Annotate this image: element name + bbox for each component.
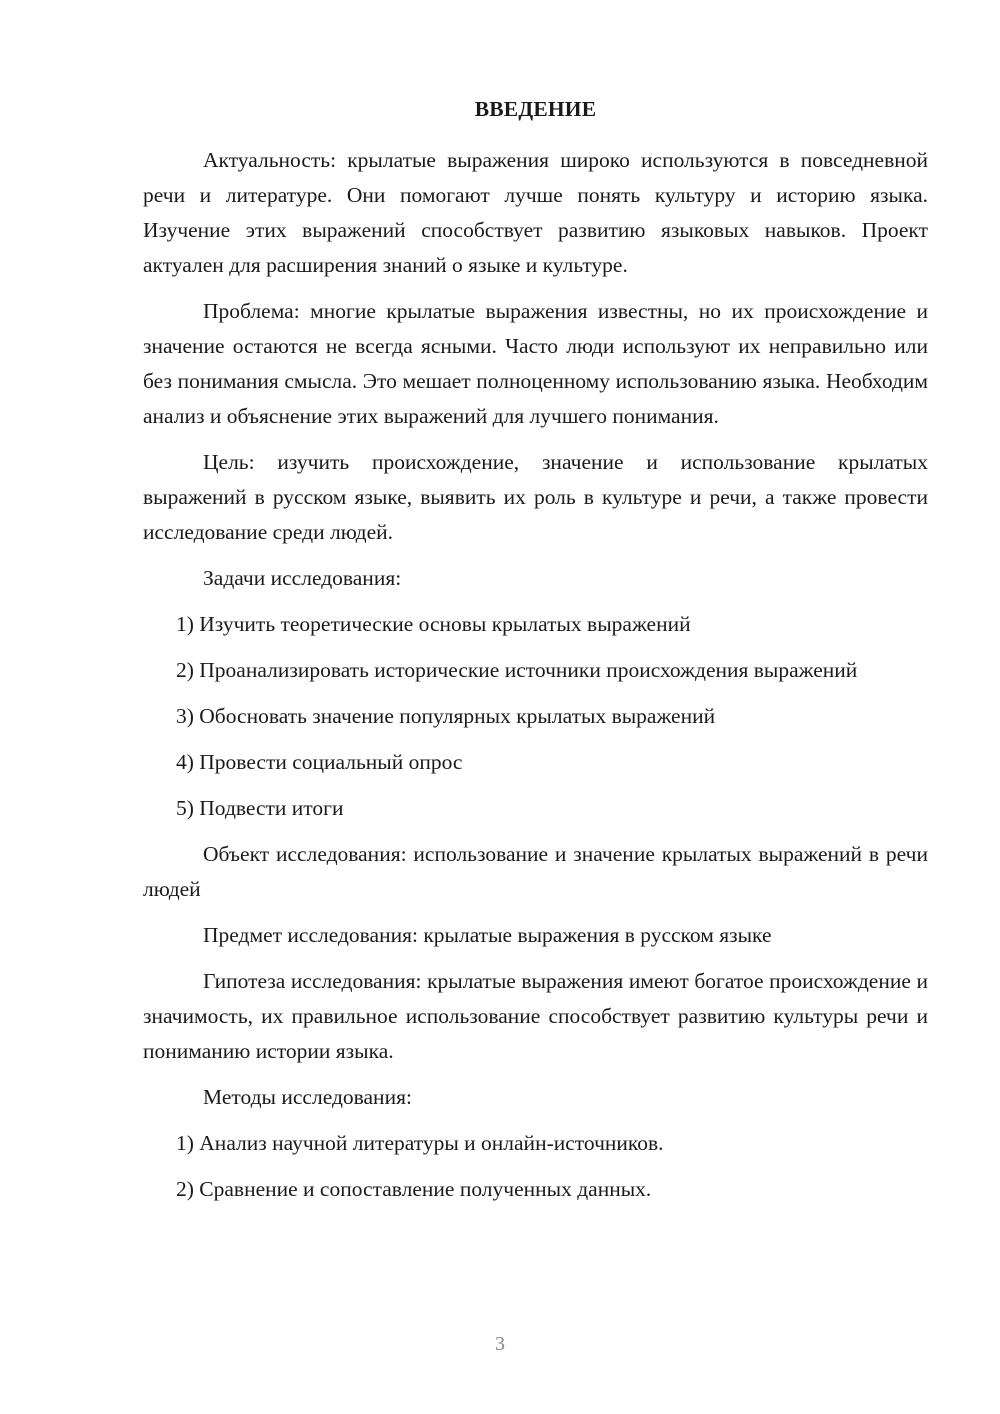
task-item: 1) Изучить теоретические основы крылатых выражений xyxy=(176,612,691,636)
methods-heading: Методы исследования: xyxy=(203,1085,412,1109)
task-item: 3) Обосновать значение популярных крылатых выражений xyxy=(176,704,716,728)
page-number: 3 xyxy=(495,1333,505,1355)
document-page xyxy=(143,92,928,1218)
section-title: ВВЕДЕНИЕ xyxy=(474,97,597,121)
task-item: 2) Проанализировать исторические источники происхождения выражений xyxy=(176,658,858,682)
method-item: 1) Анализ научной литературы и онлайн-источников. xyxy=(176,1131,664,1155)
method-item: 2) Сравнение и сопоставление полученных данных. xyxy=(176,1177,652,1201)
task-item: 4) Провести социальный опрос xyxy=(176,750,463,774)
tasks-heading: Задачи исследования: xyxy=(203,566,402,590)
object-paragraph: Объект исследования: использование и значение крылатых выражений в речи людей xyxy=(143,842,928,901)
task-item: 5) Подвести итоги xyxy=(176,796,344,820)
goal-paragraph: Цель: изучить происхождение, значение и использование крылатых выражений в русском языке, выявить их роль в культуре и речи, а также провести исследование среди людей. xyxy=(143,450,928,544)
actuality-paragraph: Актуальность: крылатые выражения широко используются в повседневной речи и литературе. Они помогают лучше понять культуру и историю языка. Изучение этих выражений способствует развитию языковых навыков. Проект актуален для расширения знаний о языке и культуре. xyxy=(143,148,928,277)
subject-paragraph: Предмет исследования: крылатые выражения в русском языке xyxy=(203,923,772,947)
hypothesis-paragraph: Гипотеза исследования: крылатые выражения имеют богатое происхождение и значимость, их правильное использование способствует развитию культуры речи и пониманию истории языка. xyxy=(143,969,928,1063)
problem-paragraph: Проблема: многие крылатые выражения известны, но их происхождение и значение остаются не всегда ясными. Часто люди используют их неправильно или без понимания смысла. Это мешает полноценному использованию языка. Необходим анализ и объяснение этих выражений для лучшего понимания. xyxy=(143,299,928,428)
